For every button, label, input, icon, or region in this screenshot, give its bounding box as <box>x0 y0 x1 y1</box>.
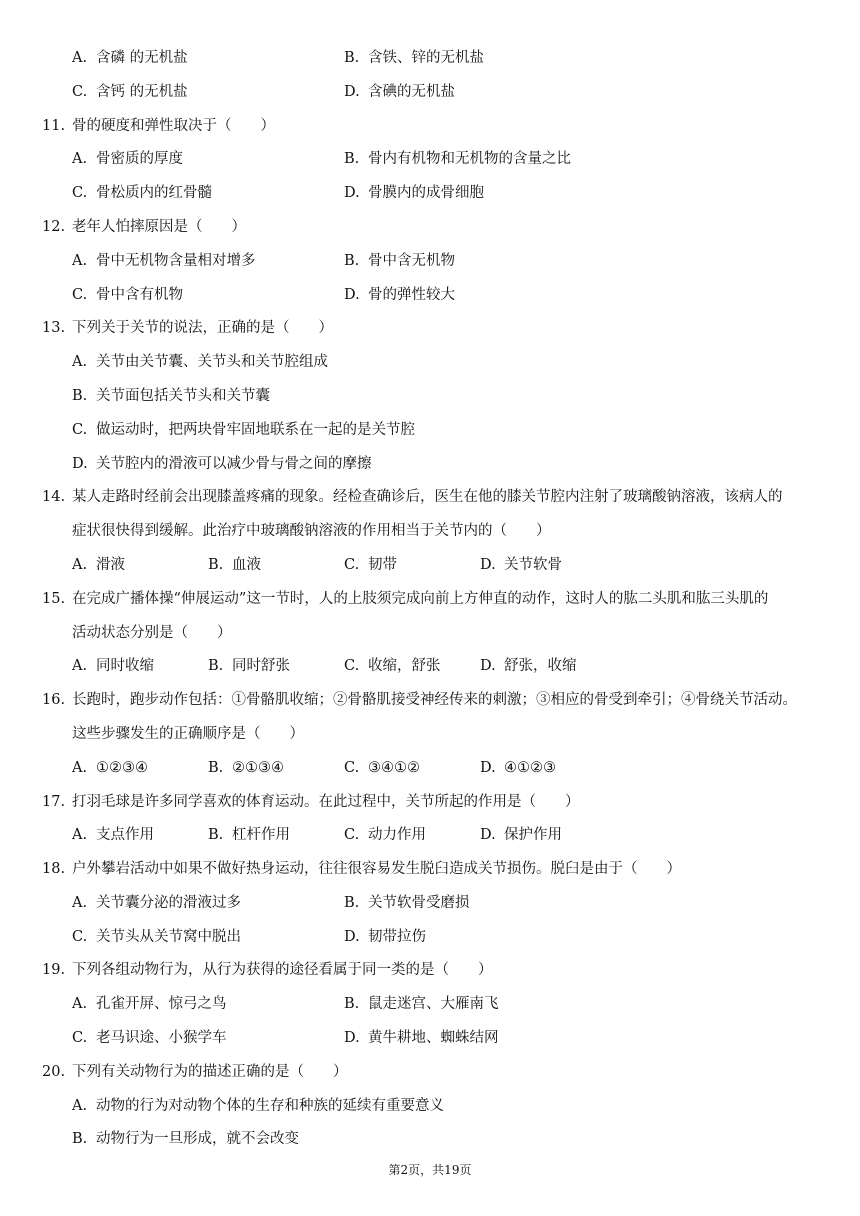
option-letter: C. <box>72 185 88 201</box>
answer-option <box>72 48 188 68</box>
option-letter: B. <box>72 1131 88 1147</box>
question-text-continued: 症状很快得到缓解。此治疗中玻璃酸钠溶液的作用相当于关节内的（ ） <box>72 523 551 539</box>
question-text: 下列有关动物行为的描述正确的是（ ） <box>72 1064 348 1080</box>
option-text: 关节囊分泌的滑液过多 <box>96 895 241 911</box>
option-letter: A. <box>72 658 88 674</box>
answer-option <box>72 893 241 913</box>
option-letter: C. <box>344 760 360 776</box>
question-text: 下列关于关节的说法，正确的是（ ） <box>72 320 333 336</box>
option-text: 杠杆作用 <box>232 827 290 843</box>
option-letter: D. <box>480 557 496 573</box>
option-letter: A. <box>72 354 88 370</box>
option-text: 含钙 的无机盐 <box>96 84 188 100</box>
option-letter: B. <box>344 50 360 66</box>
option-text: 做运动时，把两块骨牢固地联系在一起的是关节腔 <box>96 422 415 438</box>
option-text: 动物行为一旦形成，就不会改变 <box>96 1131 299 1147</box>
answer-option <box>344 656 441 676</box>
answer-option <box>72 82 188 102</box>
question-text: 长跑时，跑步动作包括：①骨骼肌收缩；②骨骼肌接受神经传来的刺激；③相应的骨受到牵引；④骨绕关节活动。 <box>72 692 797 708</box>
answer-option <box>72 1096 444 1116</box>
option-text: 韧带 <box>368 557 397 573</box>
option-letter: D. <box>480 760 496 776</box>
question-text: 下列各组动物行为，从行为获得的途径看属于同一类的是（ ） <box>72 962 493 978</box>
question-number: 20. <box>42 1064 66 1080</box>
option-text: 鼠走迷宫、大雁南飞 <box>368 996 499 1012</box>
option-text: 骨的弹性较大 <box>368 287 455 303</box>
option-text: 含铁、锌的无机盐 <box>368 50 484 66</box>
option-text: 关节头从关节窝中脱出 <box>96 929 241 945</box>
option-letter: C. <box>72 929 88 945</box>
question-text: 在完成广播体操“伸展运动”这一节时，人的上肢须完成向前上方伸直的动作，这时人的肱二头肌和肱三头肌的 <box>72 591 769 607</box>
answer-option <box>480 825 562 845</box>
option-text: 同时舒张 <box>232 658 290 674</box>
answer-option <box>72 555 125 575</box>
answer-option <box>208 656 290 676</box>
option-text: 骨中含无机物 <box>368 253 455 269</box>
option-letter: D. <box>344 1030 360 1046</box>
option-letter: C. <box>72 287 88 303</box>
option-letter: B. <box>344 895 360 911</box>
option-letter: B. <box>208 827 224 843</box>
question-stem <box>42 690 797 710</box>
option-letter: D. <box>72 456 88 472</box>
option-text: 含磷 的无机盐 <box>96 50 188 66</box>
answer-option <box>72 1129 299 1149</box>
option-text: 滑液 <box>96 557 125 573</box>
option-letter: A. <box>72 760 88 776</box>
option-text: 骨密质的厚度 <box>96 151 183 167</box>
option-text: 关节由关节囊、关节头和关节腔组成 <box>96 354 328 370</box>
option-text: 关节腔内的滑液可以减少骨与骨之间的摩擦 <box>96 456 372 472</box>
answer-option <box>72 927 241 947</box>
option-letter: C. <box>72 1030 88 1046</box>
option-letter: A. <box>72 996 88 1012</box>
option-text: 支点作用 <box>96 827 154 843</box>
question-text: 某人走路时经前会出现膝盖疼痛的现象。经检查确诊后，医生在他的膝关节腔内注射了玻璃酸钠溶液，该病人的 <box>72 489 783 505</box>
option-letter: B. <box>344 996 360 1012</box>
option-text: 收缩，舒张 <box>368 658 441 674</box>
answer-option <box>344 149 571 169</box>
answer-option <box>208 555 261 575</box>
option-letter: D. <box>344 185 360 201</box>
question-text: 老年人怕摔原因是（ ） <box>72 219 246 235</box>
option-letter: D. <box>344 287 360 303</box>
option-letter: C. <box>72 422 88 438</box>
answer-option <box>72 251 256 271</box>
option-letter: B. <box>344 151 360 167</box>
question-text-continued: 活动状态分别是（ ） <box>72 625 232 641</box>
answer-option <box>344 251 455 271</box>
option-letter: B. <box>72 388 88 404</box>
question-text: 打羽毛球是许多同学喜欢的体育运动。在此过程中，关节所起的作用是（ ） <box>72 794 580 810</box>
answer-option <box>344 285 455 305</box>
option-text: 关节面包括关节头和关节囊 <box>96 388 270 404</box>
option-text: 骨中无机物含量相对增多 <box>96 253 256 269</box>
option-letter: A. <box>72 827 88 843</box>
answer-option <box>208 758 284 778</box>
question-stem <box>42 960 493 980</box>
option-letter: A. <box>72 1098 88 1114</box>
question-number: 17. <box>42 794 66 810</box>
question-stem <box>42 792 580 812</box>
answer-option <box>344 82 455 102</box>
option-text: 同时收缩 <box>96 658 154 674</box>
option-letter: A. <box>72 151 88 167</box>
answer-option <box>72 386 270 406</box>
question-number: 18. <box>42 861 66 877</box>
option-text: 动力作用 <box>368 827 426 843</box>
option-letter: B. <box>344 253 360 269</box>
option-letter: A. <box>72 50 88 66</box>
option-text: 含碘的无机盐 <box>368 84 455 100</box>
option-text: 孔雀开屏、惊弓之鸟 <box>96 996 227 1012</box>
option-text: 舒张，收缩 <box>504 658 577 674</box>
answer-option <box>72 825 154 845</box>
option-text: 韧带拉伤 <box>368 929 426 945</box>
option-letter: C. <box>344 827 360 843</box>
answer-option <box>72 285 183 305</box>
option-text: 血液 <box>232 557 261 573</box>
answer-option <box>72 656 154 676</box>
option-text: 骨松质内的红骨髓 <box>96 185 212 201</box>
option-text: 关节软骨 <box>504 557 562 573</box>
question-stem <box>42 318 333 338</box>
answer-option <box>72 1028 227 1048</box>
answer-option <box>72 149 183 169</box>
question-number: 15. <box>42 591 66 607</box>
question-stem <box>42 217 246 237</box>
option-letter: B. <box>208 557 224 573</box>
answer-option <box>72 758 148 778</box>
answer-option <box>344 927 426 947</box>
answer-option <box>344 183 484 203</box>
answer-option <box>72 454 372 474</box>
question-stem <box>42 1062 348 1082</box>
option-letter: B. <box>208 658 224 674</box>
answer-option <box>344 555 397 575</box>
option-letter: C. <box>344 557 360 573</box>
option-text: 黄牛耕地、蜘蛛结网 <box>368 1030 499 1046</box>
answer-option <box>344 825 426 845</box>
question-number: 13. <box>42 320 66 336</box>
question-stem <box>42 589 768 609</box>
option-letter: D. <box>344 929 360 945</box>
answer-option <box>344 48 484 68</box>
option-letter: B. <box>208 760 224 776</box>
answer-option <box>480 758 556 778</box>
answer-option <box>480 555 562 575</box>
option-text: 关节软骨受磨损 <box>368 895 470 911</box>
option-letter: C. <box>344 658 360 674</box>
question-number: 19. <box>42 962 66 978</box>
option-text: ③④①② <box>368 760 420 776</box>
question-stem <box>42 116 275 136</box>
answer-option <box>344 758 420 778</box>
option-letter: C. <box>72 84 88 100</box>
option-text: ①②③④ <box>96 760 148 776</box>
answer-option <box>480 656 577 676</box>
question-number: 16. <box>42 692 66 708</box>
answer-option <box>72 420 415 440</box>
question-text: 骨的硬度和弹性取决于（ ） <box>72 118 275 134</box>
page-footer: 第2页，共19页 <box>388 1163 472 1177</box>
option-letter: A. <box>72 253 88 269</box>
option-text: 动物的行为对动物个体的生存和种族的延续有重要意义 <box>96 1098 444 1114</box>
option-letter: A. <box>72 895 88 911</box>
option-letter: A. <box>72 557 88 573</box>
option-text: 骨中含有机物 <box>96 287 183 303</box>
option-text: 骨内有机物和无机物的含量之比 <box>368 151 571 167</box>
answer-option <box>344 893 470 913</box>
option-text: 骨膜内的成骨细胞 <box>368 185 484 201</box>
answer-option <box>344 994 499 1014</box>
question-stem <box>42 487 783 507</box>
answer-option <box>72 183 212 203</box>
question-number: 11. <box>42 118 66 134</box>
question-text-continued: 这些步骤发生的正确顺序是（ ） <box>72 726 304 742</box>
answer-option <box>72 352 328 372</box>
option-letter: D. <box>480 658 496 674</box>
question-number: 12. <box>42 219 66 235</box>
question-stem <box>42 859 681 879</box>
answer-option <box>72 994 227 1014</box>
option-letter: D. <box>480 827 496 843</box>
answer-option <box>208 825 290 845</box>
question-number: 14. <box>42 489 66 505</box>
option-text: 保护作用 <box>504 827 562 843</box>
option-text: ②①③④ <box>232 760 284 776</box>
option-text: ④①②③ <box>504 760 556 776</box>
answer-option <box>344 1028 499 1048</box>
question-text: 户外攀岩活动中如果不做好热身运动，往往很容易发生脱臼造成关节损伤。脱臼是由于（ ） <box>72 861 681 877</box>
option-text: 老马识途、小猴学车 <box>96 1030 227 1046</box>
option-letter: D. <box>344 84 360 100</box>
